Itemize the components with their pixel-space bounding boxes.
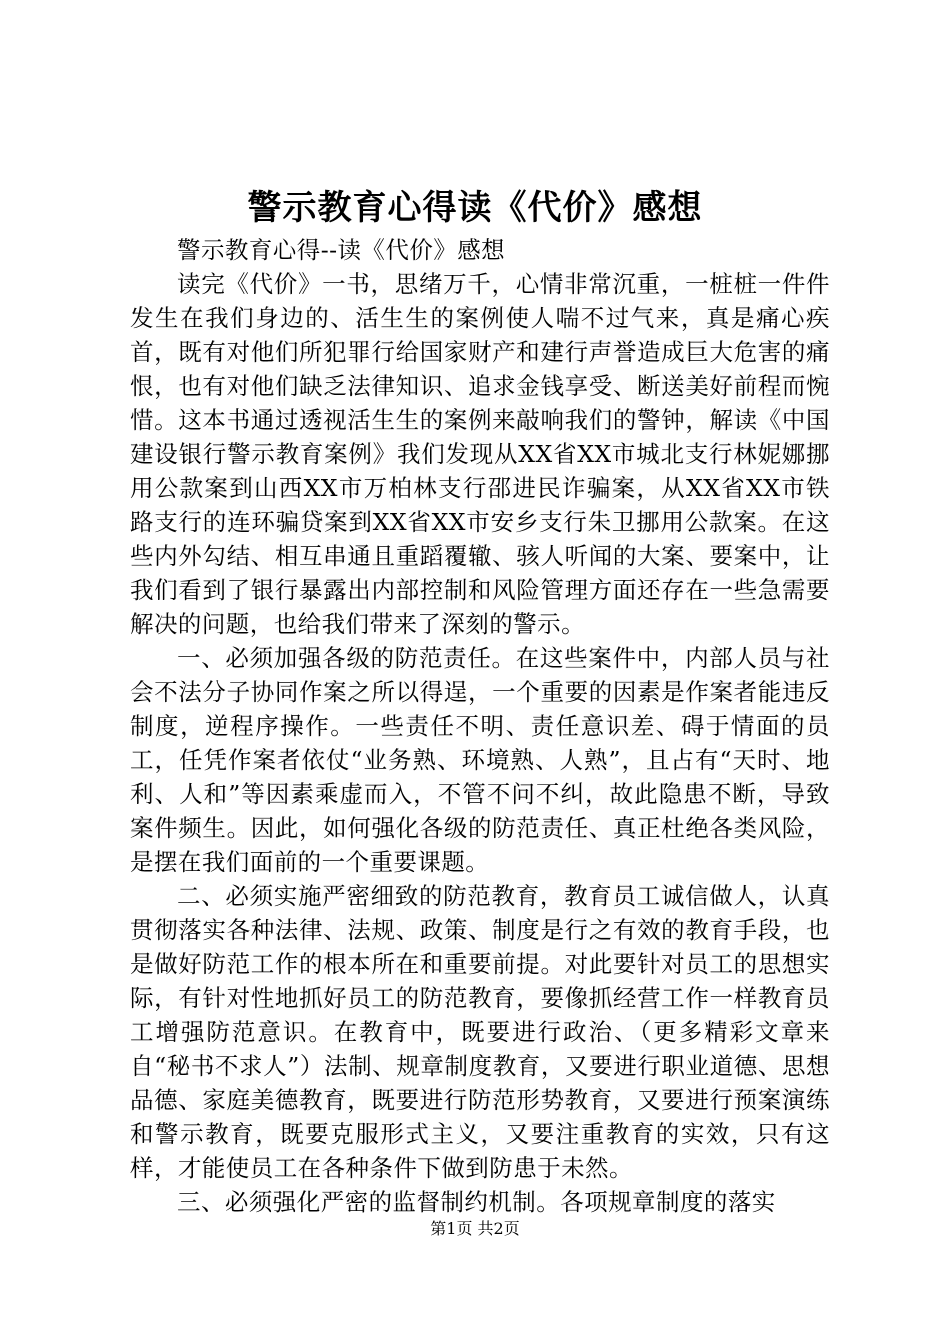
point-two-paragraph: 二、必须实施严密细致的防范教育，教育员工诚信做人，认真贯彻落实各种法律、法规、政策、制度是行之有效的教育手段，也是做好防范工作的根本所在和重要前提。对此要针对员工的思想实际，有针对性地抓好员工的防范教育，要像抓经营工作一样教育员工增强防范意识。在教育中，既要进行政治、（更多精彩文章来自“秘书不求人”）法制、规章制度教育，又要进行职业道德、思想品德、家庭美德教育，既要进行防范形势教育，又要进行预案演练和警示教育，既要克服形式主义，又要注重教育的实效，只有这样，才能使员工在各种条件下做到防患于未然。	[130, 882, 830, 1182]
document-body	[130, 233, 830, 1219]
page-number-footer: 第1页 共2页	[430, 1219, 520, 1238]
intro-paragraph: 读完《代价》一书，思绪万千，心情非常沉重，一桩桩一件件发生在我们身边的、活生生的案例使人喘不过气来，真是痛心疾首，既有对他们所犯罪行给国家财产和建行声誉造成巨大危害的痛恨，也有对他们缺乏法律知识、追求金钱享受、断送美好前程而惋惜。这本书通过透视活生生的案例来敲响我们的警钟，解读《中国建设银行警示教育案例》我们发现从XX省XX市城北支行林妮娜挪用公款案到山西XX市万柏林支行邵进民诈骗案，从XX省XX市铁路支行的连环骗贷案到XX省XX市安乡支行朱卫挪用公款案。在这些内外勾结、相互串通且重蹈覆辙、骇人听闻的大案、要案中，让我们看到了银行暴露出内部控制和风险管理方面还存在一些急需要解决的问题，也给我们带来了深刻的警示。	[130, 270, 830, 638]
document-title: 警示教育心得读《代价》感想	[247, 188, 703, 228]
point-three-paragraph: 三、必须强化严密的监督制约机制。各项规章制度的落实	[177, 1188, 776, 1216]
subtitle-paragraph: 警示教育心得--读《代价》感想	[177, 236, 506, 264]
point-one-paragraph: 一、必须加强各级的防范责任。在这些案件中，内部人员与社会不法分子协同作案之所以得逞，一个重要的因素是作案者能违反制度，逆程序操作。一些责任不明、责任意识差、碍于情面的员工，任凭作案者依仗“业务熟、环境熟、人熟”，且占有“天时、地利、人和”等因素乘虚而入，不管不问不纠，故此隐患不断，导致案件频生。因此，如何强化各级的防范责任、真正杜绝各类风险，是摆在我们面前的一个重要课题。	[130, 644, 830, 876]
